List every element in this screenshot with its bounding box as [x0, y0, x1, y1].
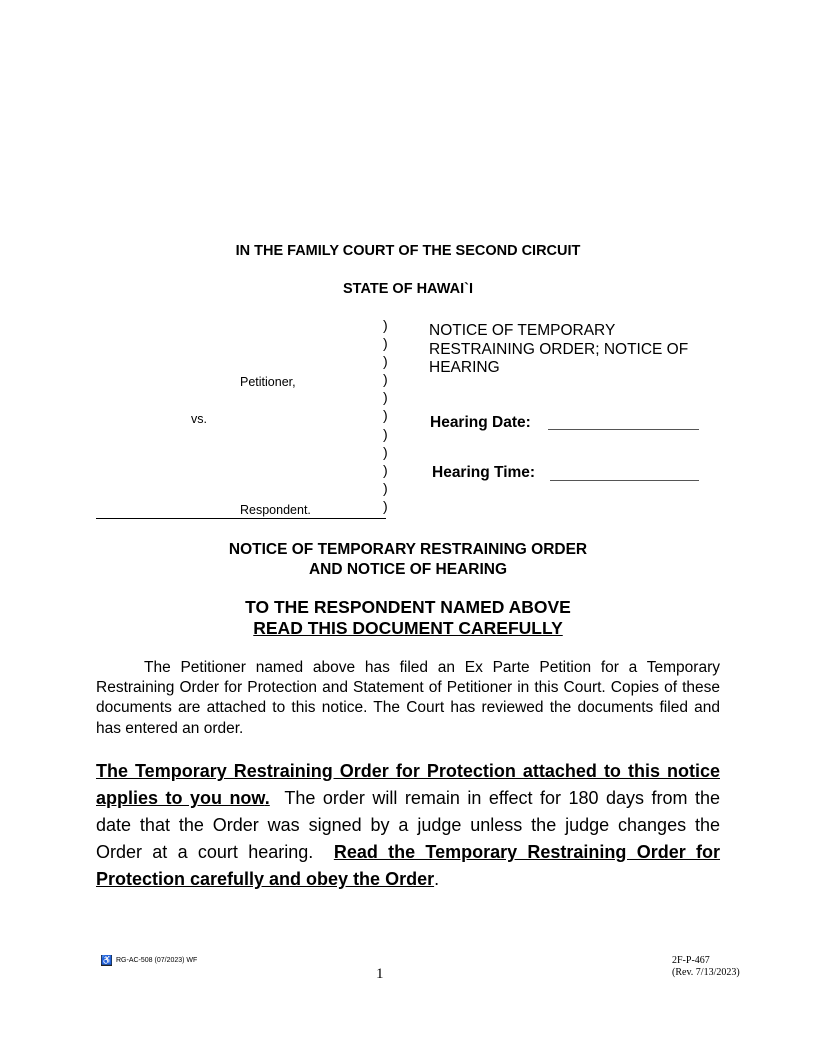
paragraph-1-text: The Petitioner named above has filed an Ex Parte Petition for a Temporary Restraining Order for Protection and Statement of Petitioner in this Court. Copies of these documents are attached to this notice. The Court has reviewed the documents filed and has entered an order.	[96, 659, 720, 737]
form-revision: (Rev. 7/13/2023)	[672, 967, 740, 978]
hearing-date-field[interactable]	[548, 429, 699, 430]
caption-underline	[96, 518, 386, 519]
notice-title-line2: AND NOTICE OF HEARING	[308, 561, 508, 578]
wheelchair-accessibility-icon: ♿	[101, 955, 113, 965]
petitioner-label: Petitioner,	[240, 375, 296, 389]
page-number: 1	[376, 966, 384, 982]
form-code: RG-AC-508 (07/2023) WF	[116, 957, 198, 964]
footer-left	[101, 955, 197, 966]
form-id	[672, 955, 740, 979]
hearing-time-field[interactable]	[550, 480, 699, 481]
document-title: NOTICE OF TEMPORARY RESTRAINING ORDER; NOTICE OF HEARING	[429, 322, 689, 376]
court-name: IN THE FAMILY COURT OF THE SECOND CIRCUIT	[235, 243, 581, 259]
respondent-label: Respondent.	[240, 503, 311, 517]
vs-label: vs.	[191, 412, 207, 426]
body-paragraph-2	[96, 758, 726, 893]
warning-line2: READ THIS DOCUMENT CAREFULLY	[253, 618, 563, 638]
notice-title-line1: NOTICE OF TEMPORARY RESTRAINING ORDER	[228, 541, 588, 558]
hearing-date-label: Hearing Date:	[430, 414, 531, 431]
paragraph-2-bold-1-punct: .	[264, 788, 270, 808]
hearing-time-label: Hearing Time:	[432, 464, 536, 481]
paragraph-2-end: .	[434, 869, 440, 889]
state-name: STATE OF HAWAI`I	[343, 281, 473, 297]
caption-parens: ) ) ) ) ) ) ) ) ) ) )	[383, 317, 388, 514]
notice-title	[0, 540, 816, 580]
paragraph-2-bold-2: Read the Temporary Restraining Order for Protection carefully and obey the Order	[96, 842, 721, 889]
paragraph-2-bold-1: The Temporary Restraining Order for Protection attached to this notice applies to you now	[96, 761, 720, 808]
body-paragraph-1	[96, 658, 720, 739]
form-number: 2F-P-467	[672, 955, 710, 966]
warning-line1: TO THE RESPONDENT NAMED ABOVE	[245, 597, 571, 617]
respondent-warning	[0, 597, 816, 639]
paragraph-2-text: The order will remain in effect for 180 days from the date that the Order was signed by a judge unless the judge changes the Order at a court hearing.	[96, 788, 726, 862]
